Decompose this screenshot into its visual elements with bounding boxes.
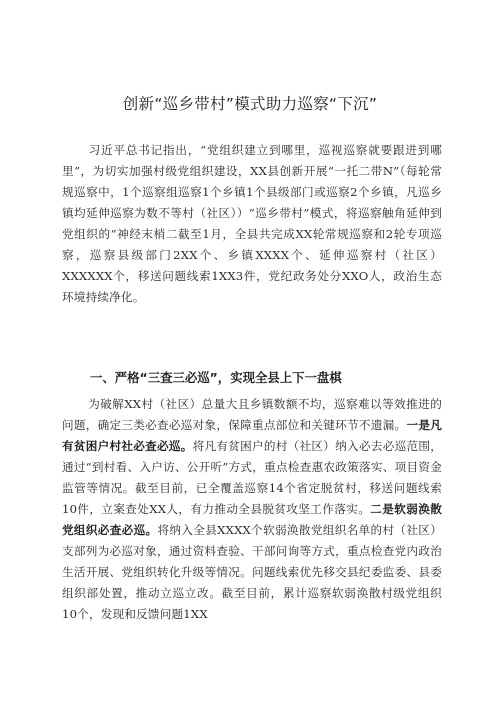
- paragraph-intro: [62, 140, 442, 308]
- point-1-heading: 一是凡有贫困户村社必查必巡。: [62, 418, 442, 453]
- point-2-heading: 二是软弱涣散党组织必查必巡。: [62, 502, 442, 537]
- paragraph-section-1: [62, 394, 442, 625]
- point-2-text: 将纳入全县XXXX个软弱涣散党组织名单的村（社区）支部列为必巡对象，通过资料查验、干部问询等方式，重点检查党内政治生活开展、党组织转化升级等情况。问题线索优先移交县纪委监委、县委组织部处置，推动立巡立改。截至目前，累计巡察软弱涣散村级党组织10个，发现和反馈问题1XX: [62, 523, 442, 621]
- paragraph-section-1-intro: 为破解XX村（社区）总量大且乡镇数额不均，巡察难以等效推进的问题，确定三类必查必巡对象，保障重点部位和关键环节不遗漏。: [62, 397, 442, 432]
- document-title: 创新“巡乡带村”模式助力巡察“下沉”: [122, 95, 378, 113]
- paragraph-intro-text: 习近平总书记指出，“党组织建立到哪里，巡视巡察就要跟进到哪里”，为切实加强村级党组织建设，XX县创新开展“一托二带N”（每轮常规巡察中，1个巡察组巡察1个乡镇1个县级部门或巡察2个乡镇，凡巡乡镇均延伸巡察为数不等村（社区））“巡乡带村”模式，将巡察触角延伸到党组织的“神经末梢二截至1月，全县共完成XX轮常规巡察和2轮专项巡察，巡察县级部门2XX个、乡镇XXXX个、延伸巡察村（社区）XXXXXX个，移送问题线索1XX3件，党纪政务处分XXO人，政治生态环境持续净化。: [62, 143, 442, 304]
- section-heading: 一、严格“三查三必巡”，实现全县上下一盘棋: [90, 370, 342, 385]
- point-1-text: 将凡有贫困户的村（社区）纳入必去必巡范围，通过“到村看、入户访、公开听”方式，重点检查惠农政策落实、项目资金监管等情况。截至目前，已全覆盖巡察14个省定脱贫村，移送问题线索10件，立案查处XX人，有力推动全县脱贫攻坚工作落实。: [62, 439, 442, 516]
